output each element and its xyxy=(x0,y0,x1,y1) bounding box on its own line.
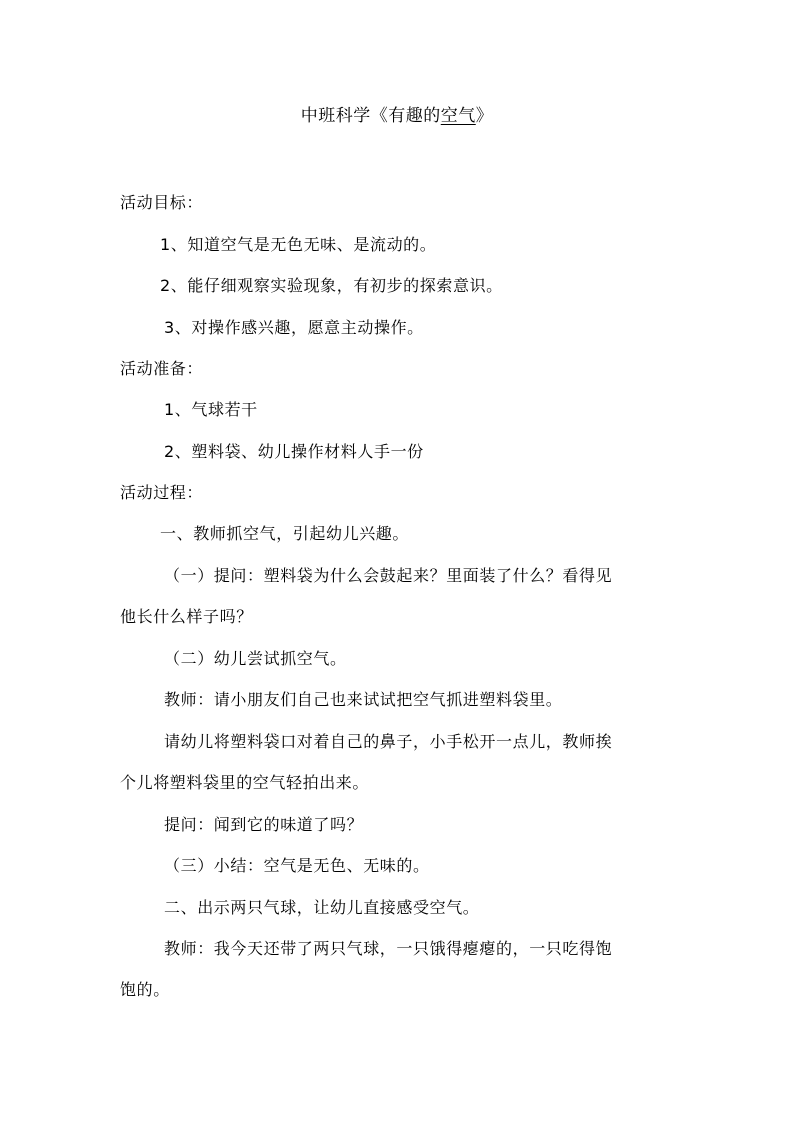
goal-item-1: 1、知道空气是无色无味、是流动的。 xyxy=(160,235,437,254)
process-heading: 活动过程： xyxy=(120,483,204,502)
teacher2-line-1: 教师：我今天还带了两只气球，一只饿得瘪瘪的，一只吃得饱 xyxy=(164,939,613,958)
teacher-paragraph-2 xyxy=(120,938,676,1001)
title-prefix: 中班科学《有趣的 xyxy=(300,106,441,126)
goal-item-3: 3、对操作感兴趣，愿意主动操作。 xyxy=(164,318,424,337)
ask-line: 提问：闻到它的味道了吗？ xyxy=(164,815,364,834)
substep-2: （二）幼儿尝试抓空气。 xyxy=(164,649,347,668)
goal-item-2: 2、能仔细观察实验现象，有初步的探索意识。 xyxy=(160,276,503,295)
process-step-2: 二、出示两只气球，让幼儿直接感受空气。 xyxy=(164,898,480,917)
question-paragraph xyxy=(120,565,676,628)
title-underlined-word: 空气 xyxy=(440,106,476,126)
instruction-line-2: 个儿将塑料袋里的空气轻拍出来。 xyxy=(120,773,370,792)
document-title xyxy=(0,104,794,128)
goals-heading: 活动目标： xyxy=(120,193,204,212)
teacher-line-1: 教师：请小朋友们自己也来试试把空气抓进塑料袋里。 xyxy=(164,690,563,709)
question-line-2: 他长什么样子吗？ xyxy=(120,607,253,626)
summary-line: （三）小结：空气是无色、无味的。 xyxy=(164,856,430,875)
prep-heading: 活动准备： xyxy=(120,359,204,378)
prep-item-2: 2、塑料袋、幼儿操作材料人手一份 xyxy=(164,442,424,461)
title-suffix: 》 xyxy=(475,106,494,126)
teacher2-line-2: 饱的。 xyxy=(120,980,170,999)
prep-item-1: 1、气球若干 xyxy=(164,400,258,419)
instruction-paragraph xyxy=(120,731,676,794)
process-step-1: 一、教师抓空气，引起幼儿兴趣。 xyxy=(160,524,410,543)
question-line-1: （一）提问：塑料袋为什么会鼓起来？里面装了什么？看得见 xyxy=(164,566,613,585)
instruction-line-1: 请幼儿将塑料袋口对着自己的鼻子，小手松开一点儿，教师挨 xyxy=(164,732,613,751)
